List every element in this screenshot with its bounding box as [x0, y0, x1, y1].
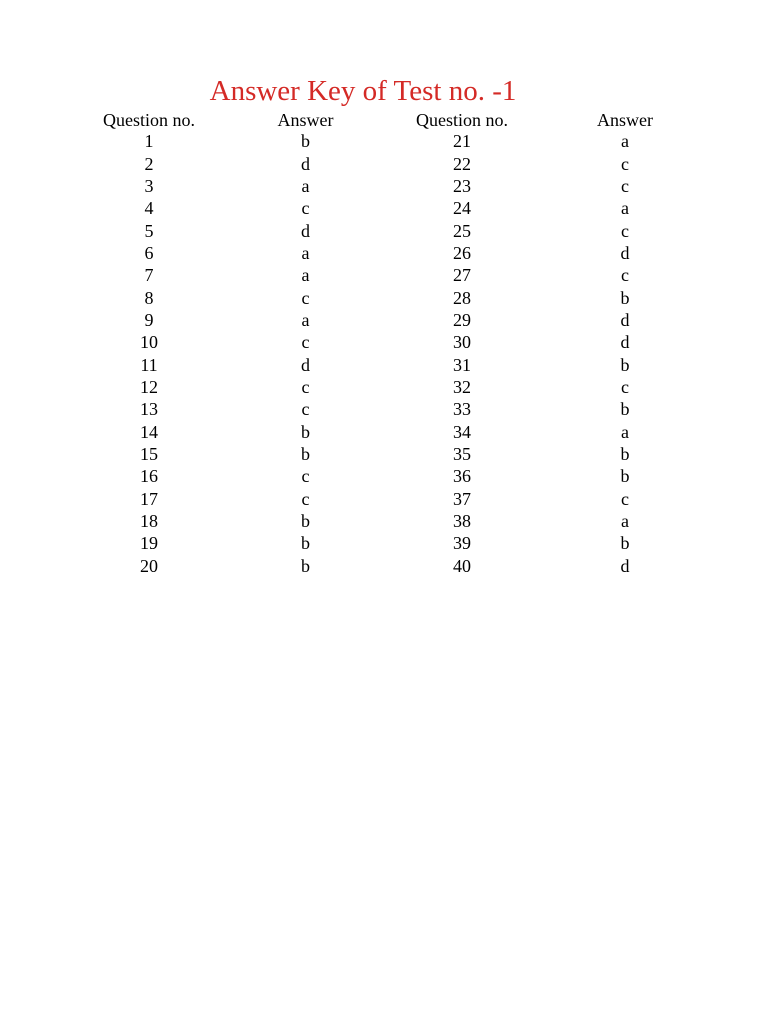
answer-cell: d	[620, 309, 630, 330]
table-row	[70, 219, 709, 241]
answer-cell: a	[621, 131, 629, 152]
answer-cell: b	[301, 443, 310, 464]
answer-cell: d	[620, 242, 630, 263]
answer-cell: c	[301, 376, 310, 397]
question-number-cell: 18	[140, 511, 158, 532]
table-row	[70, 309, 709, 331]
table-row	[70, 555, 709, 577]
answer-header: Answer	[597, 110, 653, 130]
question-number-header: Question no.	[103, 110, 195, 130]
answer-cell: c	[621, 220, 629, 241]
question-number-cell: 32	[453, 376, 471, 397]
question-number-cell: 5	[144, 220, 154, 241]
question-number-cell: 24	[453, 198, 471, 219]
answer-cell: c	[301, 488, 310, 509]
answer-cell: c	[301, 198, 310, 219]
question-number-cell: 3	[144, 175, 154, 196]
answer-cell: b	[301, 131, 310, 152]
question-number-cell: 39	[453, 533, 471, 554]
answer-cell: a	[621, 198, 629, 219]
question-number-cell: 14	[140, 421, 158, 442]
table-row	[70, 353, 709, 375]
table-row	[70, 443, 709, 465]
question-number-cell: 33	[453, 399, 471, 420]
question-number-cell: 34	[453, 421, 471, 442]
question-number-cell: 19	[140, 533, 158, 554]
question-number-cell: 10	[140, 332, 158, 353]
table-row	[70, 264, 709, 286]
question-number-cell: 4	[144, 198, 154, 219]
question-number-cell: 38	[453, 511, 471, 532]
answer-cell: d	[301, 153, 310, 174]
answer-cell: c	[621, 153, 629, 174]
answer-cell: a	[621, 511, 629, 532]
question-number-cell: 26	[453, 242, 471, 263]
question-number-cell: 11	[140, 354, 158, 375]
answer-cell: b	[301, 511, 310, 532]
answer-cell: c	[621, 265, 629, 286]
table-row	[70, 130, 709, 152]
answer-cell: c	[301, 399, 310, 420]
question-number-cell: 13	[140, 399, 158, 420]
question-number-cell: 40	[453, 555, 471, 576]
table-row	[70, 420, 709, 442]
question-number-cell: 6	[144, 242, 154, 263]
answer-cell: b	[301, 555, 310, 576]
question-number-header: Question no.	[416, 110, 508, 130]
table-row	[70, 532, 709, 554]
page-title: Answer Key of Test no. -1	[209, 75, 517, 107]
question-number-cell: 29	[453, 309, 471, 330]
answer-cell: b	[620, 354, 630, 375]
table-row	[70, 376, 709, 398]
answer-cell: a	[301, 309, 310, 330]
table-row	[70, 242, 709, 264]
question-number-cell: 9	[144, 309, 154, 330]
question-number-cell: 31	[453, 354, 471, 375]
table-row	[70, 175, 709, 197]
answer-cell: b	[620, 466, 630, 487]
table-row	[70, 197, 709, 219]
answer-cell: d	[301, 220, 310, 241]
answer-cell: b	[301, 421, 310, 442]
answer-cell: a	[301, 175, 310, 196]
answer-header: Answer	[277, 110, 334, 130]
question-number-cell: 28	[453, 287, 471, 308]
answer-cell: d	[620, 555, 630, 576]
question-number-cell: 15	[140, 443, 158, 464]
answer-cell: b	[620, 399, 630, 420]
answer-cell: a	[301, 265, 310, 286]
answer-cell: a	[621, 421, 629, 442]
question-number-cell: 2	[144, 153, 154, 174]
answer-cell: c	[301, 466, 310, 487]
answer-cell: d	[301, 354, 310, 375]
table-row	[70, 331, 709, 353]
question-number-cell: 22	[453, 153, 471, 174]
answer-cell: b	[620, 443, 630, 464]
question-number-cell: 25	[453, 220, 471, 241]
answer-cell: c	[621, 175, 629, 196]
answer-cell: d	[620, 332, 630, 353]
answer-cell: a	[301, 242, 310, 263]
table-row	[70, 286, 709, 308]
question-number-cell: 1	[144, 131, 154, 152]
answer-cell: c	[621, 376, 629, 397]
table-row	[70, 465, 709, 487]
answer-cell: b	[620, 287, 630, 308]
answer-cell: c	[301, 287, 310, 308]
table-row	[70, 152, 709, 174]
answer-key-table	[70, 110, 709, 577]
question-number-cell: 17	[140, 488, 158, 509]
question-number-cell: 7	[144, 265, 154, 286]
question-number-cell: 8	[144, 287, 154, 308]
question-number-cell: 23	[453, 175, 471, 196]
table-row	[70, 488, 709, 510]
question-number-cell: 20	[140, 555, 158, 576]
question-number-cell: 21	[453, 131, 471, 152]
answer-rows	[70, 130, 709, 577]
answer-cell: c	[301, 332, 310, 353]
table-row	[70, 510, 709, 532]
answer-cell: b	[620, 533, 630, 554]
question-number-cell: 30	[453, 332, 471, 353]
question-number-cell: 16	[140, 466, 158, 487]
question-number-cell: 37	[453, 488, 471, 509]
answer-cell: c	[621, 488, 629, 509]
table-row	[70, 398, 709, 420]
answer-cell: b	[301, 533, 310, 554]
question-number-cell: 35	[453, 443, 471, 464]
question-number-cell: 36	[453, 466, 471, 487]
question-number-cell: 27	[453, 265, 471, 286]
table-header-row	[70, 110, 709, 130]
question-number-cell: 12	[140, 376, 158, 397]
